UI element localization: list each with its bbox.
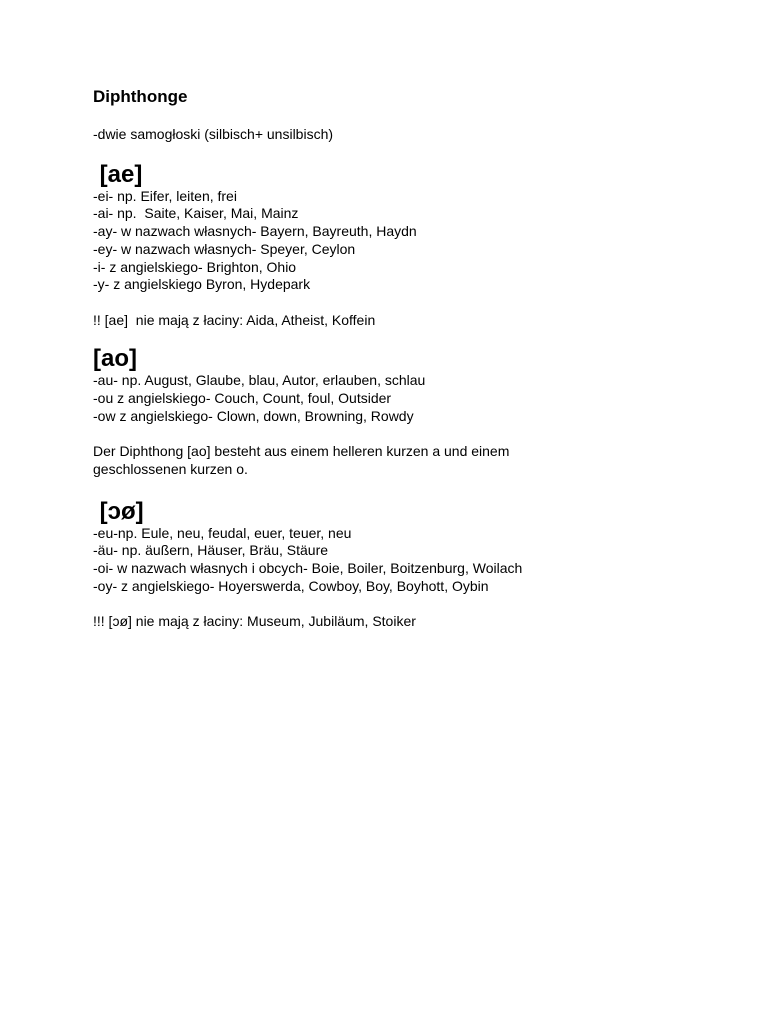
note-line-ae: !! [ae] nie mają z łaciny: Aida, Atheist, Koffein (93, 311, 376, 328)
section-heading-ae: [ae] (93, 160, 143, 188)
example-line: -ow z angielskiego- Clown, down, Browning, Rowdy (93, 407, 414, 424)
example-line: -oi- w nazwach własnych i obcych- Boie, Boiler, Boitzenburg, Woilach (93, 559, 523, 576)
example-line: -y- z angielskiego Byron, Hydepark (93, 276, 311, 293)
blank-line (93, 294, 713, 312)
note-line-oe: !!! [ɔø] nie mają z łaciny: Museum, Jubiläum, Stoiker (93, 613, 416, 630)
example-line: -ai- np. Saite, Kaiser, Mai, Mainz (93, 205, 299, 222)
section-heading-ao: [ao] (93, 345, 137, 373)
example-line: -i- z angielskiego- Brighton, Ohio (93, 258, 297, 275)
description-paragraph (93, 443, 713, 478)
section-heading-oe: [ɔø] (93, 497, 144, 525)
section-ae (93, 162, 713, 330)
example-line: -ei- np. Eifer, leiten, frei (93, 187, 237, 204)
document-title: Diphthonge (93, 87, 188, 106)
blank-line (93, 425, 713, 443)
paragraph-line: Der Diphthong [ao] besteht aus einem helleren kurzen a und einem (93, 443, 510, 460)
example-line: -oy- z angielskiego- Hoyerswerda, Cowboy, Boy, Boyhott, Oybin (93, 577, 489, 594)
intro-line: -dwie samogłoski (silbisch+ unsilbisch) (93, 126, 334, 142)
example-line: -eu-np. Eule, neu, feudal, euer, teuer, neu (93, 524, 352, 541)
example-line: -ou z angielskiego- Couch, Count, foul, Outsider (93, 390, 392, 407)
section-oe (93, 499, 713, 631)
example-line: -ey- w nazwach własnych- Speyer, Ceylon (93, 240, 356, 257)
example-line: -au- np. August, Glaube, blau, Autor, erlauben, schlau (93, 372, 426, 389)
section-ao (93, 346, 713, 478)
example-line: -äu- np. äußern, Häuser, Bräu, Stäure (93, 542, 329, 559)
paragraph-line: geschlossenen kurzen o. (93, 460, 248, 477)
document-page (93, 86, 713, 631)
blank-line (93, 595, 713, 613)
example-line: -ay- w nazwach własnych- Bayern, Bayreuth, Haydn (93, 223, 417, 240)
